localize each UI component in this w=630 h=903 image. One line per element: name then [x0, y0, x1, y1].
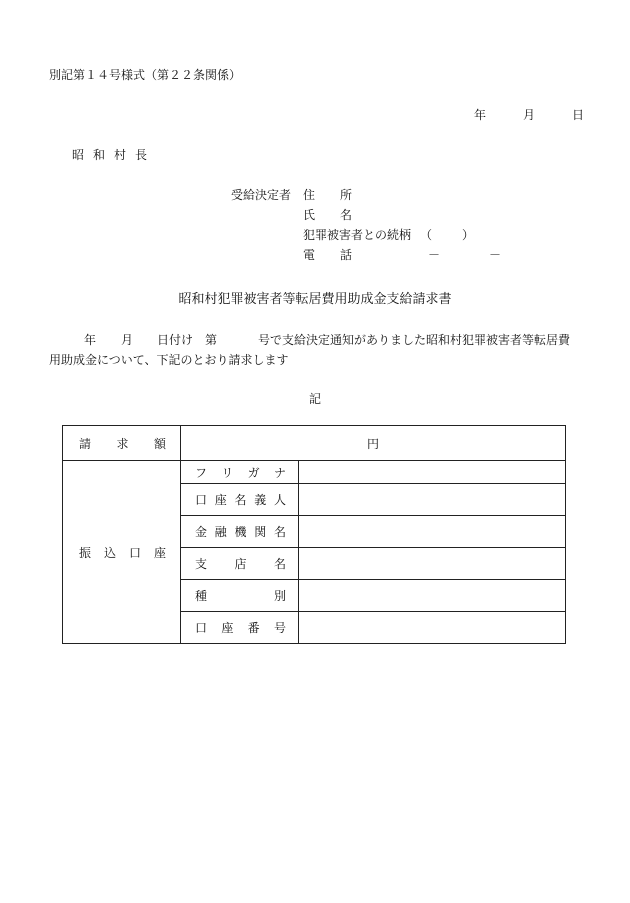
relationship-paren-close: ）	[462, 228, 475, 242]
transfer-label-char: 座	[153, 545, 166, 560]
furigana-field[interactable]	[299, 461, 566, 484]
bank-name-label-char: 関	[254, 525, 267, 539]
relationship-label: 犯罪被害者との続柄	[303, 228, 412, 242]
document-title: 昭和村犯罪被害者等転居費用助成金支給請求書	[178, 292, 452, 307]
furigana-label-char: フ	[195, 465, 208, 480]
account-type-label-char: 種	[195, 589, 208, 603]
transfer-account-label-cell	[63, 461, 181, 644]
account-number-label-char: 番	[247, 621, 260, 635]
furigana-label-char: ガ	[247, 465, 260, 480]
account-holder-label-char: 人	[273, 493, 286, 507]
account-number-label-cell	[181, 612, 299, 644]
table-row	[63, 461, 566, 484]
phone-separator-2: －	[489, 248, 502, 262]
bank-name-label-char: 名	[273, 525, 286, 539]
address-label-2: 所	[340, 188, 353, 202]
phone-label-2: 話	[340, 248, 353, 262]
amount-value-cell[interactable]	[181, 426, 566, 461]
branch-name-label-char: 店	[234, 557, 247, 571]
furigana-label-char: ナ	[273, 465, 286, 480]
amount-label-char: 請	[79, 436, 92, 451]
account-holder-label-char: 座	[214, 493, 227, 507]
account-holder-label-char: 口	[195, 493, 208, 507]
name-label-2: 名	[340, 208, 353, 222]
transfer-label-char: 込	[103, 545, 116, 560]
furigana-label-char: リ	[221, 465, 234, 480]
bank-name-label-cell	[181, 516, 299, 548]
ki-heading: 記	[308, 392, 321, 406]
form-number: 別記第１４号様式（第２２条関係）	[49, 68, 242, 82]
branch-name-label-char: 名	[273, 557, 286, 571]
amount-label-char: 額	[153, 436, 166, 451]
branch-name-label-char: 支	[195, 557, 208, 571]
account-number-label-char: 号	[273, 621, 286, 635]
body-dated: 日付け	[157, 333, 194, 347]
bank-name-label-char: 機	[234, 525, 247, 539]
addressee: 昭和村長	[72, 148, 157, 162]
body-year: 年	[84, 333, 97, 347]
body-text-line1: 号で支給決定通知がありました昭和村犯罪被害者等転居費	[258, 333, 571, 347]
account-number-label-char: 口	[195, 621, 208, 635]
branch-name-label-cell	[181, 548, 299, 580]
amount-unit: 円	[366, 436, 379, 451]
claim-table	[62, 425, 566, 644]
account-number-label-char: 座	[221, 621, 234, 635]
date-year-label: 年	[474, 108, 487, 122]
phone-label-1: 電	[303, 248, 316, 262]
bank-name-label-char: 金	[195, 525, 208, 539]
body-text-line2: 用助成金について、下記のとおり請求します	[49, 353, 289, 367]
account-number-field[interactable]	[299, 612, 566, 644]
body-number-prefix: 第	[205, 333, 218, 347]
relationship-paren-open: （	[420, 228, 433, 242]
address-label-1: 住	[303, 188, 316, 202]
recipient-label: 受給決定者	[231, 188, 292, 202]
account-holder-label-char: 名	[234, 493, 247, 507]
phone-separator-1: －	[428, 248, 441, 262]
bank-name-field[interactable]	[299, 516, 566, 548]
bank-name-label-char: 融	[214, 525, 227, 539]
body-month: 月	[121, 333, 134, 347]
account-type-field[interactable]	[299, 580, 566, 612]
account-holder-field[interactable]	[299, 484, 566, 516]
furigana-label-cell	[181, 461, 299, 484]
amount-label-cell	[63, 426, 181, 461]
branch-name-field[interactable]	[299, 548, 566, 580]
account-type-label-char: 別	[273, 589, 286, 603]
amount-row	[63, 426, 566, 461]
account-type-label-cell	[181, 580, 299, 612]
transfer-label-char: 振	[79, 545, 92, 560]
date-day-label: 日	[572, 108, 585, 122]
account-holder-label-char: 義	[254, 493, 267, 507]
amount-label-char: 求	[116, 436, 129, 451]
name-label-1: 氏	[303, 208, 316, 222]
date-month-label: 月	[523, 108, 536, 122]
transfer-label-char: 口	[128, 545, 141, 560]
account-holder-label-cell	[181, 484, 299, 516]
